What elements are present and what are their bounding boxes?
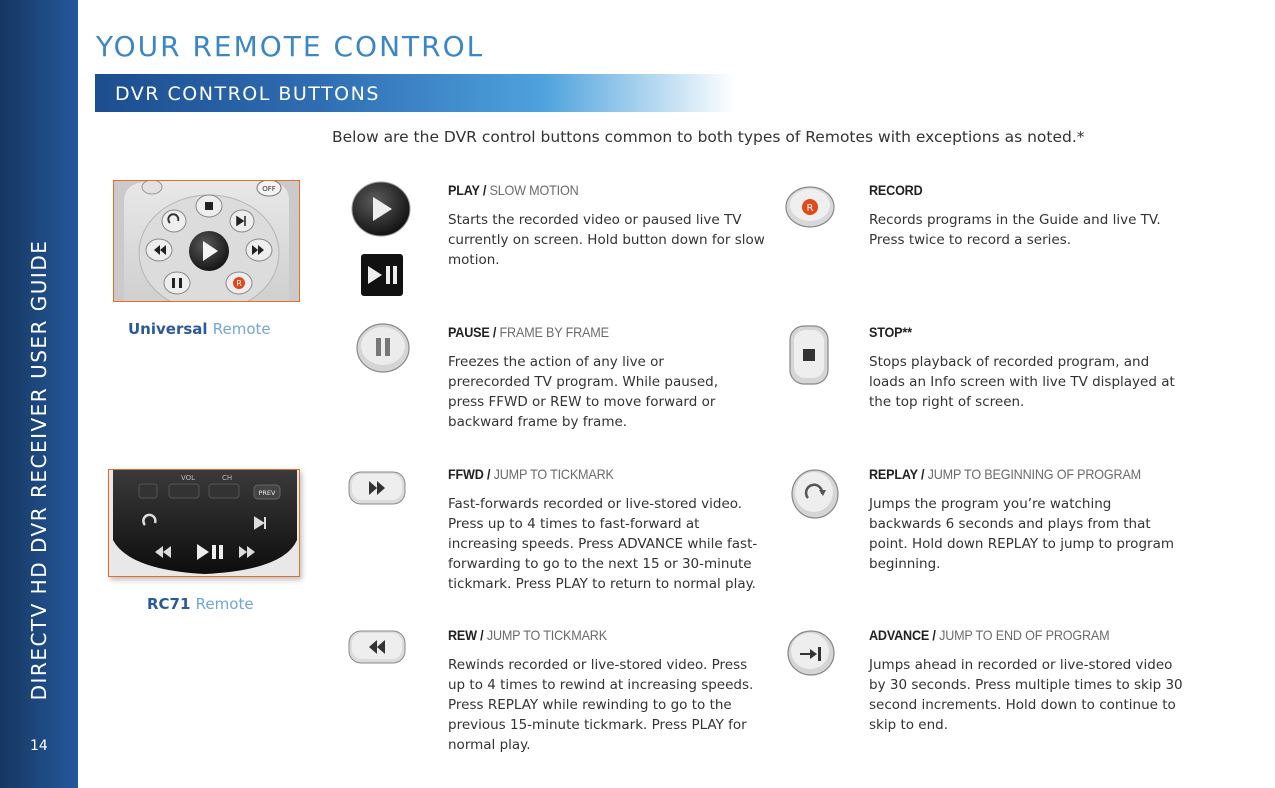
replay-subtitle: JUMP TO BEGINNING OF PROGRAM <box>927 466 1142 482</box>
advance-entry <box>869 627 1184 735</box>
svg-text:R: R <box>236 279 242 288</box>
rew-title: REW / <box>448 627 487 643</box>
record-icon-letter: R <box>806 203 814 214</box>
sidebar <box>0 0 78 788</box>
svg-text:OFF: OFF <box>262 185 276 193</box>
section-banner <box>95 74 735 112</box>
pause-subtitle: FRAME BY FRAME <box>499 324 609 340</box>
guide-title: DIRECTV HD DVR RECEIVER USER GUIDE <box>27 239 51 701</box>
universal-remote-image <box>113 180 300 302</box>
pause-entry <box>448 324 748 432</box>
ffwd-heading <box>448 466 727 482</box>
rc71-label-b: Remote <box>195 595 254 613</box>
page-title: YOUR REMOTE CONTROL <box>96 30 485 63</box>
advance-description: Jumps ahead in recorded or live-stored video by 30 seconds. Press multiple times to skip 30 second increments. Hold down to continue to skip to end. <box>869 657 1183 733</box>
play-entry <box>448 182 768 270</box>
stop-description: Stops playback of recorded program, and loads an Info screen with live TV displayed at the top right of screen. <box>869 354 1175 410</box>
record-icon <box>784 183 836 235</box>
replay-description: Jumps the program you’re watching backwards 6 seconds and plays from that point. Hold down REPLAY to jump to program beginning. <box>869 496 1174 572</box>
universal-remote-caption <box>128 320 271 338</box>
rewind-icon <box>348 630 406 668</box>
rc71-label-a: RC71 <box>147 595 191 613</box>
replay-entry <box>869 466 1179 574</box>
ffwd-entry <box>448 466 758 594</box>
fast-forward-icon <box>348 471 406 509</box>
universal-label-a: Universal <box>128 320 208 338</box>
pause-heading <box>448 324 718 340</box>
advance-title: ADVANCE / <box>869 627 940 643</box>
section-title: DVR CONTROL BUTTONS <box>115 83 380 105</box>
play-description: Starts the recorded video or paused live TV currently on screen. Hold button down for slow motion. <box>448 212 765 268</box>
vol-key-label: VOL <box>181 474 196 482</box>
advance-icon <box>786 628 836 682</box>
stop-icon <box>788 324 830 390</box>
record-heading <box>869 182 1148 198</box>
advance-heading <box>869 627 1153 643</box>
pause-icon <box>355 322 411 378</box>
intro-text: Below are the DVR control buttons common to both types of Remotes with exceptions as noted.* <box>332 128 1085 146</box>
play-title: PLAY / <box>448 182 490 198</box>
replay-title: REPLAY / <box>869 466 928 482</box>
pause-description: Freezes the action of any live or prerecorded TV program. While paused, press FFWD or REW to move forward or backward frame by frame. <box>448 354 718 430</box>
rc71-remote-image <box>108 469 300 577</box>
rew-heading <box>448 627 732 643</box>
rew-subtitle: JUMP TO TICKMARK <box>486 627 607 643</box>
rew-entry <box>448 627 763 755</box>
play-pause-icon <box>361 254 403 300</box>
replay-icon <box>788 468 840 524</box>
ffwd-description: Fast-forwards recorded or live-stored video. Press up to 4 times to fast-forward at increasing speeds. Press ADVANCE while fast-forwarding to go to the next 15 or 30-minute tickmark. Press PLAY to return to normal play. <box>448 496 758 592</box>
stop-title: STOP** <box>869 324 912 340</box>
prev-key-label: PREV <box>258 489 276 497</box>
rc71-remote-caption <box>147 595 254 613</box>
record-entry <box>869 182 1179 250</box>
ffwd-subtitle: JUMP TO TICKMARK <box>493 466 614 482</box>
universal-label-b: Remote <box>212 320 271 338</box>
play-icon <box>350 180 412 244</box>
play-subtitle: SLOW MOTION <box>489 182 579 198</box>
stop-entry <box>869 324 1189 412</box>
replay-heading <box>869 466 1148 482</box>
ch-key-label: CH <box>222 474 233 482</box>
advance-subtitle: JUMP TO END OF PROGRAM <box>939 627 1110 643</box>
play-heading <box>448 182 736 198</box>
rew-description: Rewinds recorded or live-stored video. Press up to 4 times to rewind at increasing speeds. Press REPLAY while rewinding to go to the previous 15-minute tickmark. Press PLAY for normal play. <box>448 657 754 753</box>
stop-heading <box>869 324 1157 340</box>
record-title: RECORD <box>869 182 923 198</box>
page-number: 14 <box>30 738 48 754</box>
pause-title: PAUSE / <box>448 324 500 340</box>
ffwd-title: FFWD / <box>448 466 494 482</box>
record-description: Records programs in the Guide and live TV. Press twice to record a series. <box>869 212 1161 248</box>
